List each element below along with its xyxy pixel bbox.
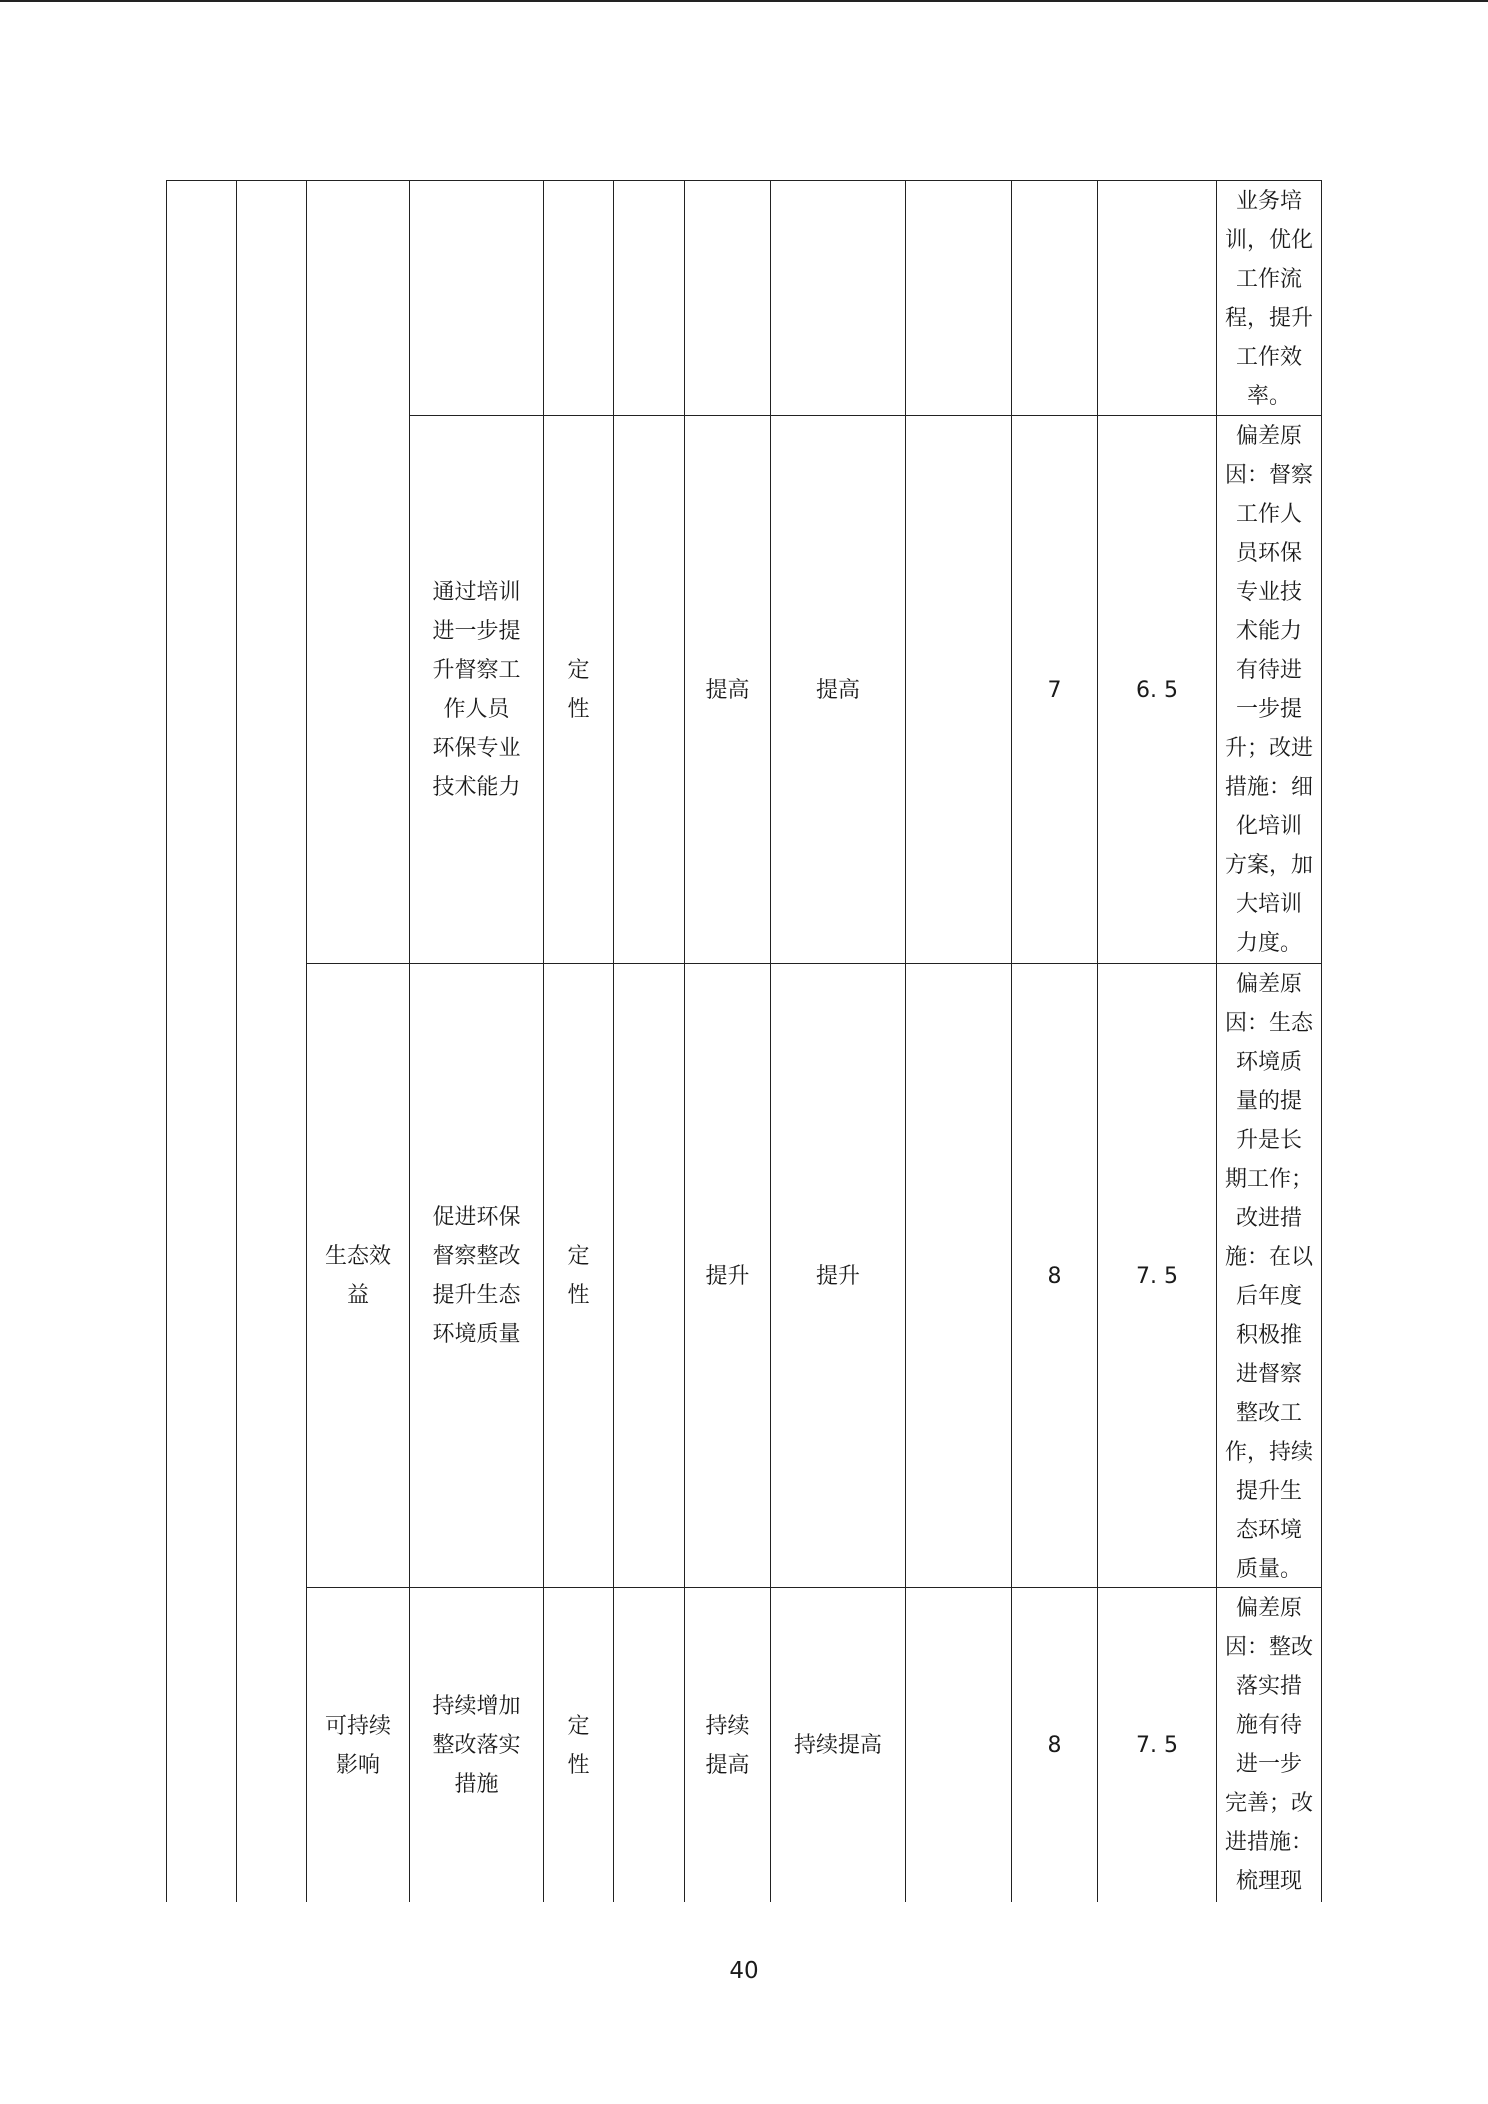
table-cell-nature xyxy=(544,965,613,1587)
table-cell-nature xyxy=(544,417,613,963)
score-text: 7. 5 xyxy=(1136,1263,1178,1289)
table-cell-subcategory xyxy=(307,1589,409,1902)
table-cell-target xyxy=(685,417,770,963)
table-cell-actual xyxy=(771,417,905,963)
table-border-top xyxy=(166,180,1322,181)
weight-text: 8 xyxy=(1047,1263,1062,1289)
page-number: 40 xyxy=(729,1958,759,1984)
table-cell-remark: 偏差原 因：生态 环境质 量的提 升是长 期工作； 改进措 施：在以 后年度 积极推 进督察 整改工 作，持续 提升生 态环境 质量。 xyxy=(1224,972,1313,1582)
nature-text: 定 性 xyxy=(567,1713,590,1778)
table-cell-actual xyxy=(771,965,905,1587)
table-cell-weight xyxy=(1012,965,1097,1587)
weight-text: 7 xyxy=(1047,677,1062,703)
nature-text: 定 性 xyxy=(567,1244,590,1308)
table-cell-indicator xyxy=(410,965,543,1587)
table-border-right xyxy=(1321,180,1322,1902)
table-cell-score xyxy=(1098,1589,1216,1902)
table-cell-actual xyxy=(771,1589,905,1902)
table-cell-weight xyxy=(1012,417,1097,963)
table-cell-target xyxy=(685,1589,770,1902)
table-col-divider xyxy=(905,180,906,1902)
table-row-divider xyxy=(306,963,1322,964)
table-cell-indicator xyxy=(410,417,543,963)
table-cell-weight xyxy=(1012,1589,1097,1902)
table-cell-subcategory xyxy=(307,965,409,1587)
table-cell-remark: 业务培 训，优化 工作流 程，提升 工作效 率。 xyxy=(1224,189,1313,409)
table-cell-remark: 偏差原 因：督察 工作人 员环保 专业技 术能力 有待进 一步提 升；改进 措施：细 化培训 方案，加 大培训 力度。 xyxy=(1224,424,1313,956)
table-row-divider xyxy=(306,1587,1322,1588)
top-border xyxy=(0,0,1488,2)
actual-text: 持续提高 xyxy=(793,1733,882,1758)
weight-text: 8 xyxy=(1047,1733,1062,1758)
table-col-divider xyxy=(613,180,614,1902)
target-text: 提升 xyxy=(705,1263,750,1289)
table-row-divider xyxy=(409,415,1322,416)
subcategory-text: 可持续 影响 xyxy=(324,1713,391,1778)
indicator-text: 促进环保 督察整改 提升生态 环境质量 xyxy=(432,1205,521,1347)
table-cell-nature xyxy=(544,1589,613,1902)
table-cell-target xyxy=(685,965,770,1587)
actual-text: 提高 xyxy=(815,677,860,703)
nature-text: 定 性 xyxy=(567,658,590,722)
table-cell-score xyxy=(1098,965,1216,1587)
actual-text: 提升 xyxy=(815,1263,860,1289)
target-text: 持续 提高 xyxy=(705,1713,750,1778)
table-cell-remark: 偏差原 因：整改 落实措 施有待 进一步 完善；改 进措施： 梳理现 xyxy=(1224,1596,1313,1894)
table-cell-indicator xyxy=(410,1589,543,1902)
target-text: 提高 xyxy=(705,677,750,703)
score-text: 7. 5 xyxy=(1136,1733,1178,1758)
table-border-left xyxy=(166,180,167,1902)
indicator-text: 持续增加 整改落实 措施 xyxy=(432,1694,521,1797)
table-col-divider xyxy=(236,180,237,1902)
subcategory-text: 生态效 益 xyxy=(324,1244,391,1308)
table-cell-score xyxy=(1098,417,1216,963)
indicator-text: 通过培训 进一步提 升督察工 作人员 环保专业 技术能力 xyxy=(432,580,521,800)
score-text: 6. 5 xyxy=(1136,677,1178,703)
